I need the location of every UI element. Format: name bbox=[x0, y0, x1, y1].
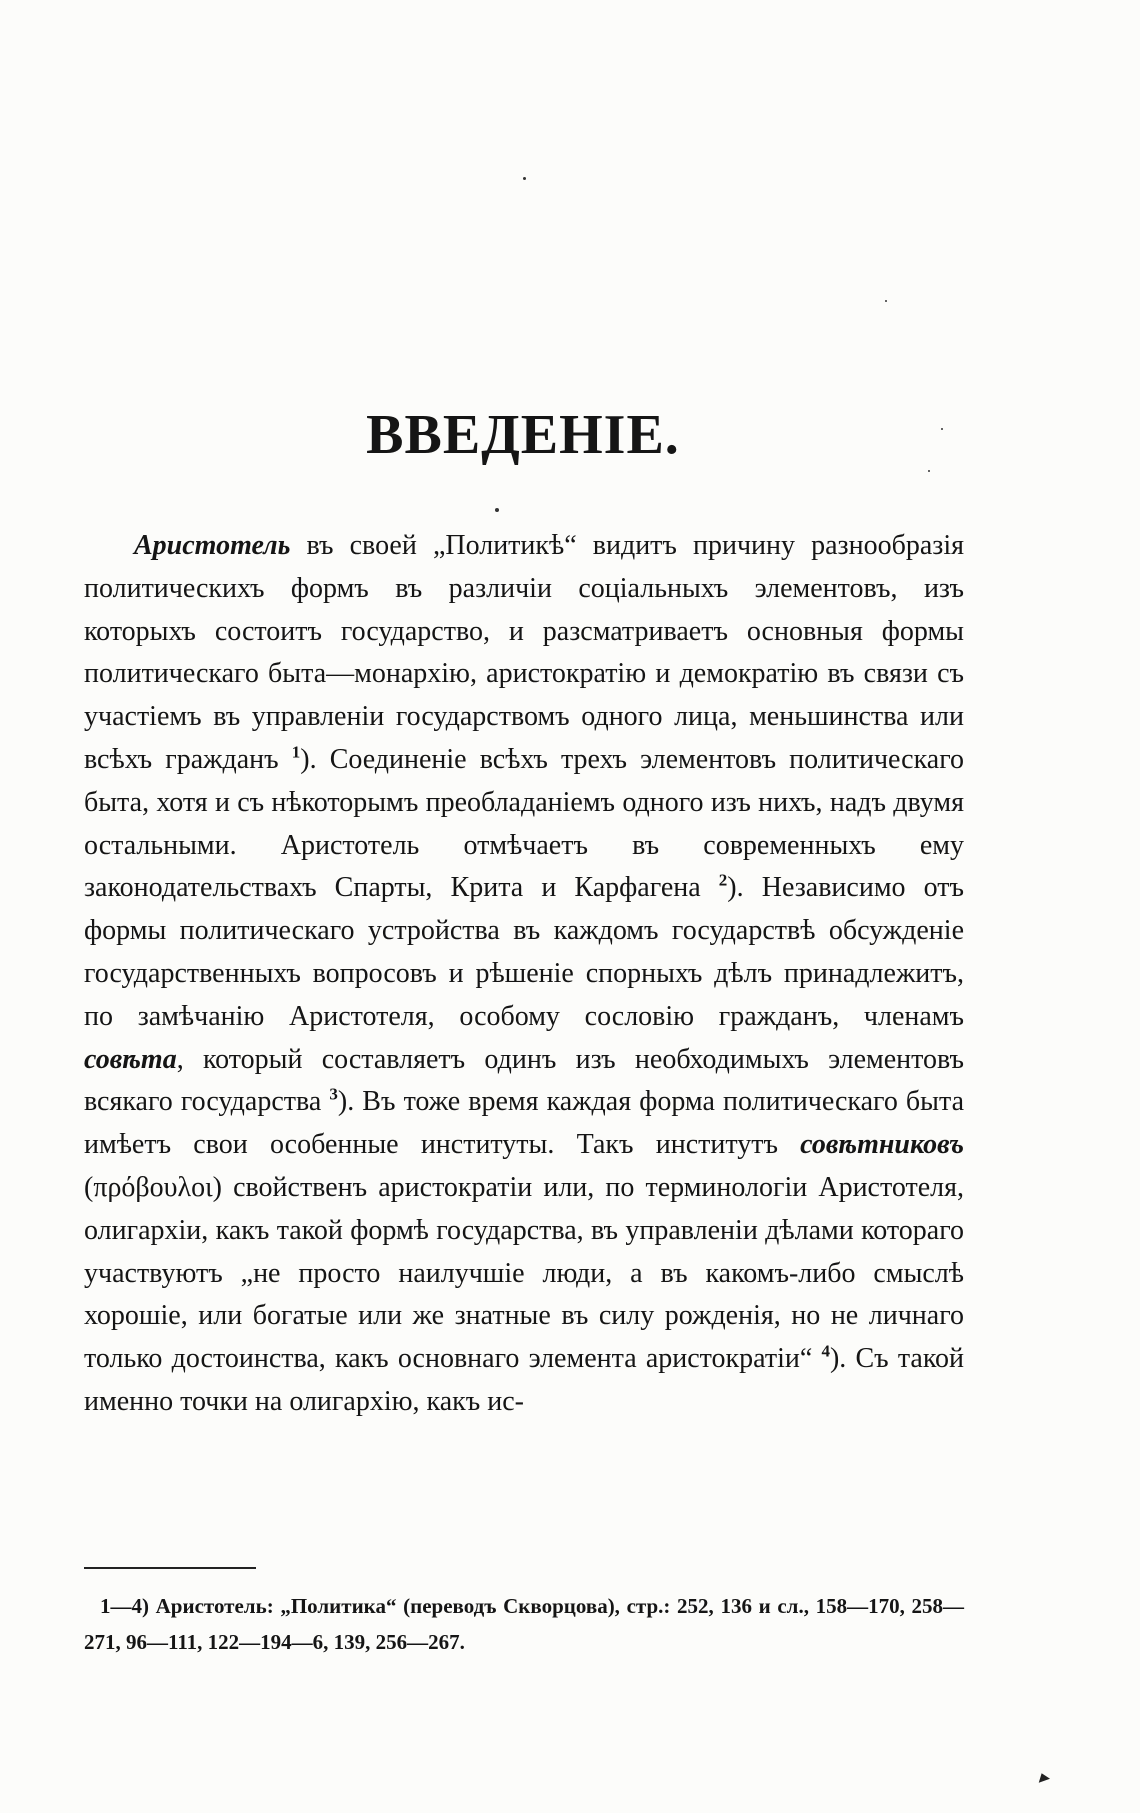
scan-speck bbox=[941, 428, 943, 430]
body-paragraph bbox=[84, 525, 964, 1424]
scan-speck bbox=[885, 300, 887, 302]
footnote-ref: 2 bbox=[718, 871, 728, 891]
emphasis-soveta: совѣта bbox=[84, 1043, 177, 1075]
text-segment: ). Соединеніе всѣхъ трехъ элементовъ политическаго быта, хотя и съ нѣкоторымъ преобладаніемъ одного изъ нихъ, надъ двумя остальными. Аристотель отмѣчаетъ въ современныхъ ему законодательствахъ Спарты, Крита и Карфагена bbox=[84, 743, 964, 904]
footnote-ref: 1 bbox=[291, 742, 301, 762]
scan-speck bbox=[495, 508, 499, 512]
emphasis-aristotle: Аристотель bbox=[134, 530, 291, 561]
text-segment: ). Въ тоже время каждая форма политическаго быта имѣетъ свои особенные институты. Такъ институтъ bbox=[84, 1086, 964, 1161]
footnote-ref: 3 bbox=[329, 1085, 338, 1105]
text-segment: (πρόβουλοι) свойственъ аристократіи или, по терминологіи Аристотеля, олигархіи, какъ такой формѣ государства, въ управленіи дѣлами котораго участвуютъ „не просто наилучшіе люди, а въ какомъ-либо смыслѣ хорошіе, или богатые или же знатные въ силу рожденія, но не личнаго только достоинства, какъ основнаго элемента аристократіи“ bbox=[84, 1171, 964, 1375]
scan-speck bbox=[928, 470, 930, 472]
corner-mark bbox=[1036, 1771, 1050, 1783]
page-title: ВВЕДЕНІЕ. bbox=[366, 404, 680, 466]
footnote-ref: 4 bbox=[821, 1341, 830, 1361]
text-segment: ). Независимо отъ формы политическаго устройства въ каждомъ государствѣ обсужденіе государственныхъ вопросовъ и рѣшеніе спорныхъ дѣлъ принадлежитъ, по замѣчанію Аристотеля, особому сословію гражданъ, членамъ bbox=[84, 872, 964, 1032]
emphasis-sovetnikov: совѣтниковъ bbox=[800, 1129, 964, 1161]
text-segment: въ своей „Политикѣ“ видитъ причину разнообразія политическихъ формъ въ различіи соціальныхъ элементовъ, изъ которыхъ состоитъ государство, и разсматриваетъ основныя формы политическаго быта—монархію, аристократію и демократію въ связи съ участіемъ въ управленіи государствомъ одного лица, меньшинства или всѣхъ гражданъ bbox=[84, 530, 964, 775]
text-segment: ). Съ такой именно точки на олигархію, какъ ис- bbox=[84, 1343, 964, 1417]
footnote: 1—4) Аристотель: „Политика“ (переводъ Скворцова), стр.: 252, 136 и сл., 158—170, 258—271, 96—111, 122—194—6, 139, 256—267. bbox=[84, 1594, 964, 1654]
scan-speck bbox=[523, 177, 526, 180]
footnote-separator bbox=[84, 1567, 256, 1569]
text-segment: , который составляетъ одинъ изъ необходимыхъ элементовъ всякаго государства bbox=[84, 1043, 964, 1118]
